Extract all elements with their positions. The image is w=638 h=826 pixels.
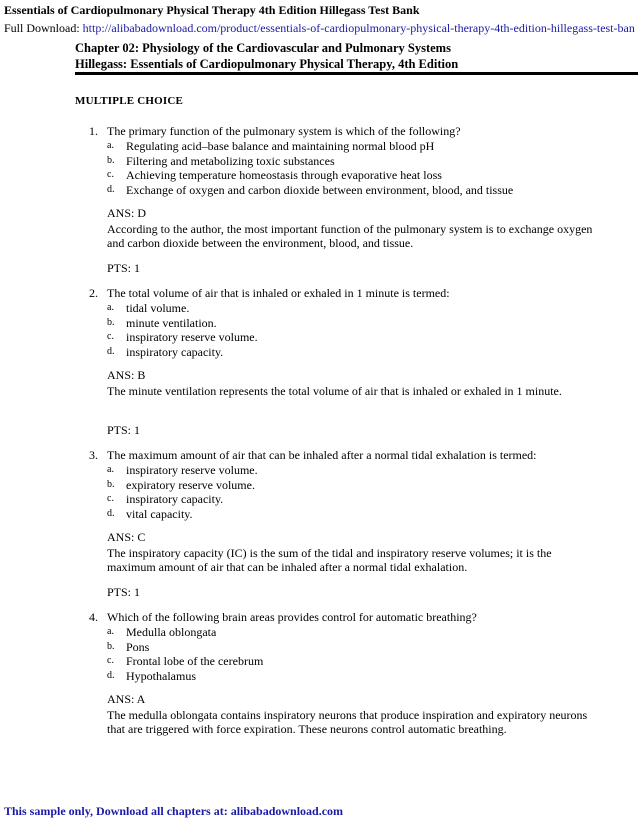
download-line — [4, 21, 635, 36]
option-text: Exchange of oxygen and carbon dioxide between environment, blood, and tissue — [126, 183, 514, 198]
option-letter: b. — [107, 316, 115, 328]
section-title: MULTIPLE CHOICE — [75, 95, 184, 107]
answer-rationale: The minute ventilation represents the total volume of air that is inhaled or exhaled in 1 minute. — [107, 383, 562, 398]
option-letter: b. — [107, 154, 115, 166]
option-letter: d. — [107, 508, 115, 520]
option-letter: b. — [107, 640, 115, 652]
answer-label: ANS: D — [107, 206, 147, 220]
option-text: inspiratory capacity. — [126, 492, 224, 507]
document-header-title: Essentials of Cardiopulmonary Physical Therapy 4th Edition Hillegass Test Bank — [4, 3, 420, 17]
option-letter: a. — [107, 626, 114, 637]
answer-label: ANS: A — [107, 692, 146, 706]
answer-block — [107, 206, 597, 251]
option-text: inspiratory reserve volume. — [126, 330, 258, 345]
option-letter: d. — [107, 670, 115, 682]
option-letter: b. — [107, 478, 115, 490]
answer-rationale: The inspiratory capacity (IC) is the sum of the tidal and inspiratory reserve volumes; it is the maximum amount of air that can be inhaled after a normal tidal exhalation. — [107, 545, 552, 575]
option-text: inspiratory reserve volume. — [126, 463, 258, 477]
option-letter: a. — [107, 464, 114, 475]
option-letter: c. — [107, 331, 114, 343]
answer-rationale: According to the author, the most important function of the pulmonary system is to exchange oxygen and carbon dioxide between the environment, blood, and tissue. — [107, 221, 593, 251]
option-letter: c. — [107, 655, 114, 667]
option-text: inspiratory capacity. — [126, 345, 224, 360]
answer-block — [107, 692, 597, 737]
option-text: minute ventilation. — [126, 315, 217, 330]
question-text: Which of the following brain areas provides control for automatic breathing? — [107, 610, 477, 624]
points-label: PTS: 1 — [107, 585, 141, 599]
option-text: Frontal lobe of the cerebrum — [126, 654, 264, 669]
book-title: Hillegass: Essentials of Cardiopulmonary Physical Therapy, 4th Edition — [75, 57, 459, 71]
question-number: 2. — [89, 286, 98, 300]
answer-rationale: The medulla oblongata contains inspiratory neurons that produce inspiration and expiratory neurons that are triggered with force expiration. These neurons control automatic breathing. — [107, 707, 588, 737]
answer-block — [107, 368, 597, 398]
heading-divider — [75, 72, 638, 75]
option-text: Medulla oblongata — [126, 625, 217, 639]
option-letter: c. — [107, 493, 114, 505]
answer-label: ANS: C — [107, 530, 146, 544]
download-link[interactable]: http://alibabadownload.com/product/essentials-of-cardiopulmonary-physical-therapy-4th-edition-hillegass-test-ban — [82, 21, 635, 35]
download-label: Full Download: — [4, 21, 80, 35]
option-text: Pons — [126, 639, 150, 654]
option-letter: d. — [107, 184, 115, 196]
points-label: PTS: 1 — [107, 261, 141, 275]
option-letter: a. — [107, 302, 114, 313]
chapter-title: Chapter 02: Physiology of the Cardiovascular and Pulmonary Systems — [75, 41, 451, 55]
question-number: 3. — [89, 448, 98, 462]
answer-block — [107, 530, 597, 575]
option-text: tidal volume. — [126, 301, 190, 315]
option-letter: c. — [107, 169, 114, 181]
option-text: Achieving temperature homeostasis through evaporative heat loss — [126, 168, 442, 183]
chapter-heading — [75, 40, 458, 72]
points-label: PTS: 1 — [107, 423, 141, 437]
answer-label: ANS: B — [107, 368, 146, 382]
option-text: Hypothalamus — [126, 669, 196, 684]
option-letter: d. — [107, 346, 115, 358]
footer-notice: This sample only, Download all chapters at: alibabadownload.com — [4, 804, 344, 818]
question-text: The maximum amount of air that can be inhaled after a normal tidal exhalation is termed: — [107, 448, 537, 462]
question-text: The primary function of the pulmonary system is which of the following? — [107, 124, 461, 138]
option-text: expiratory reserve volume. — [126, 477, 255, 492]
option-letter: a. — [107, 140, 114, 151]
question-number: 4. — [89, 610, 98, 624]
question-number: 1. — [89, 124, 98, 138]
option-text: vital capacity. — [126, 507, 193, 522]
option-text: Filtering and metabolizing toxic substances — [126, 153, 335, 168]
question-text: The total volume of air that is inhaled or exhaled in 1 minute is termed: — [107, 286, 450, 300]
option-text: Regulating acid–base balance and maintaining normal blood pH — [126, 139, 435, 153]
